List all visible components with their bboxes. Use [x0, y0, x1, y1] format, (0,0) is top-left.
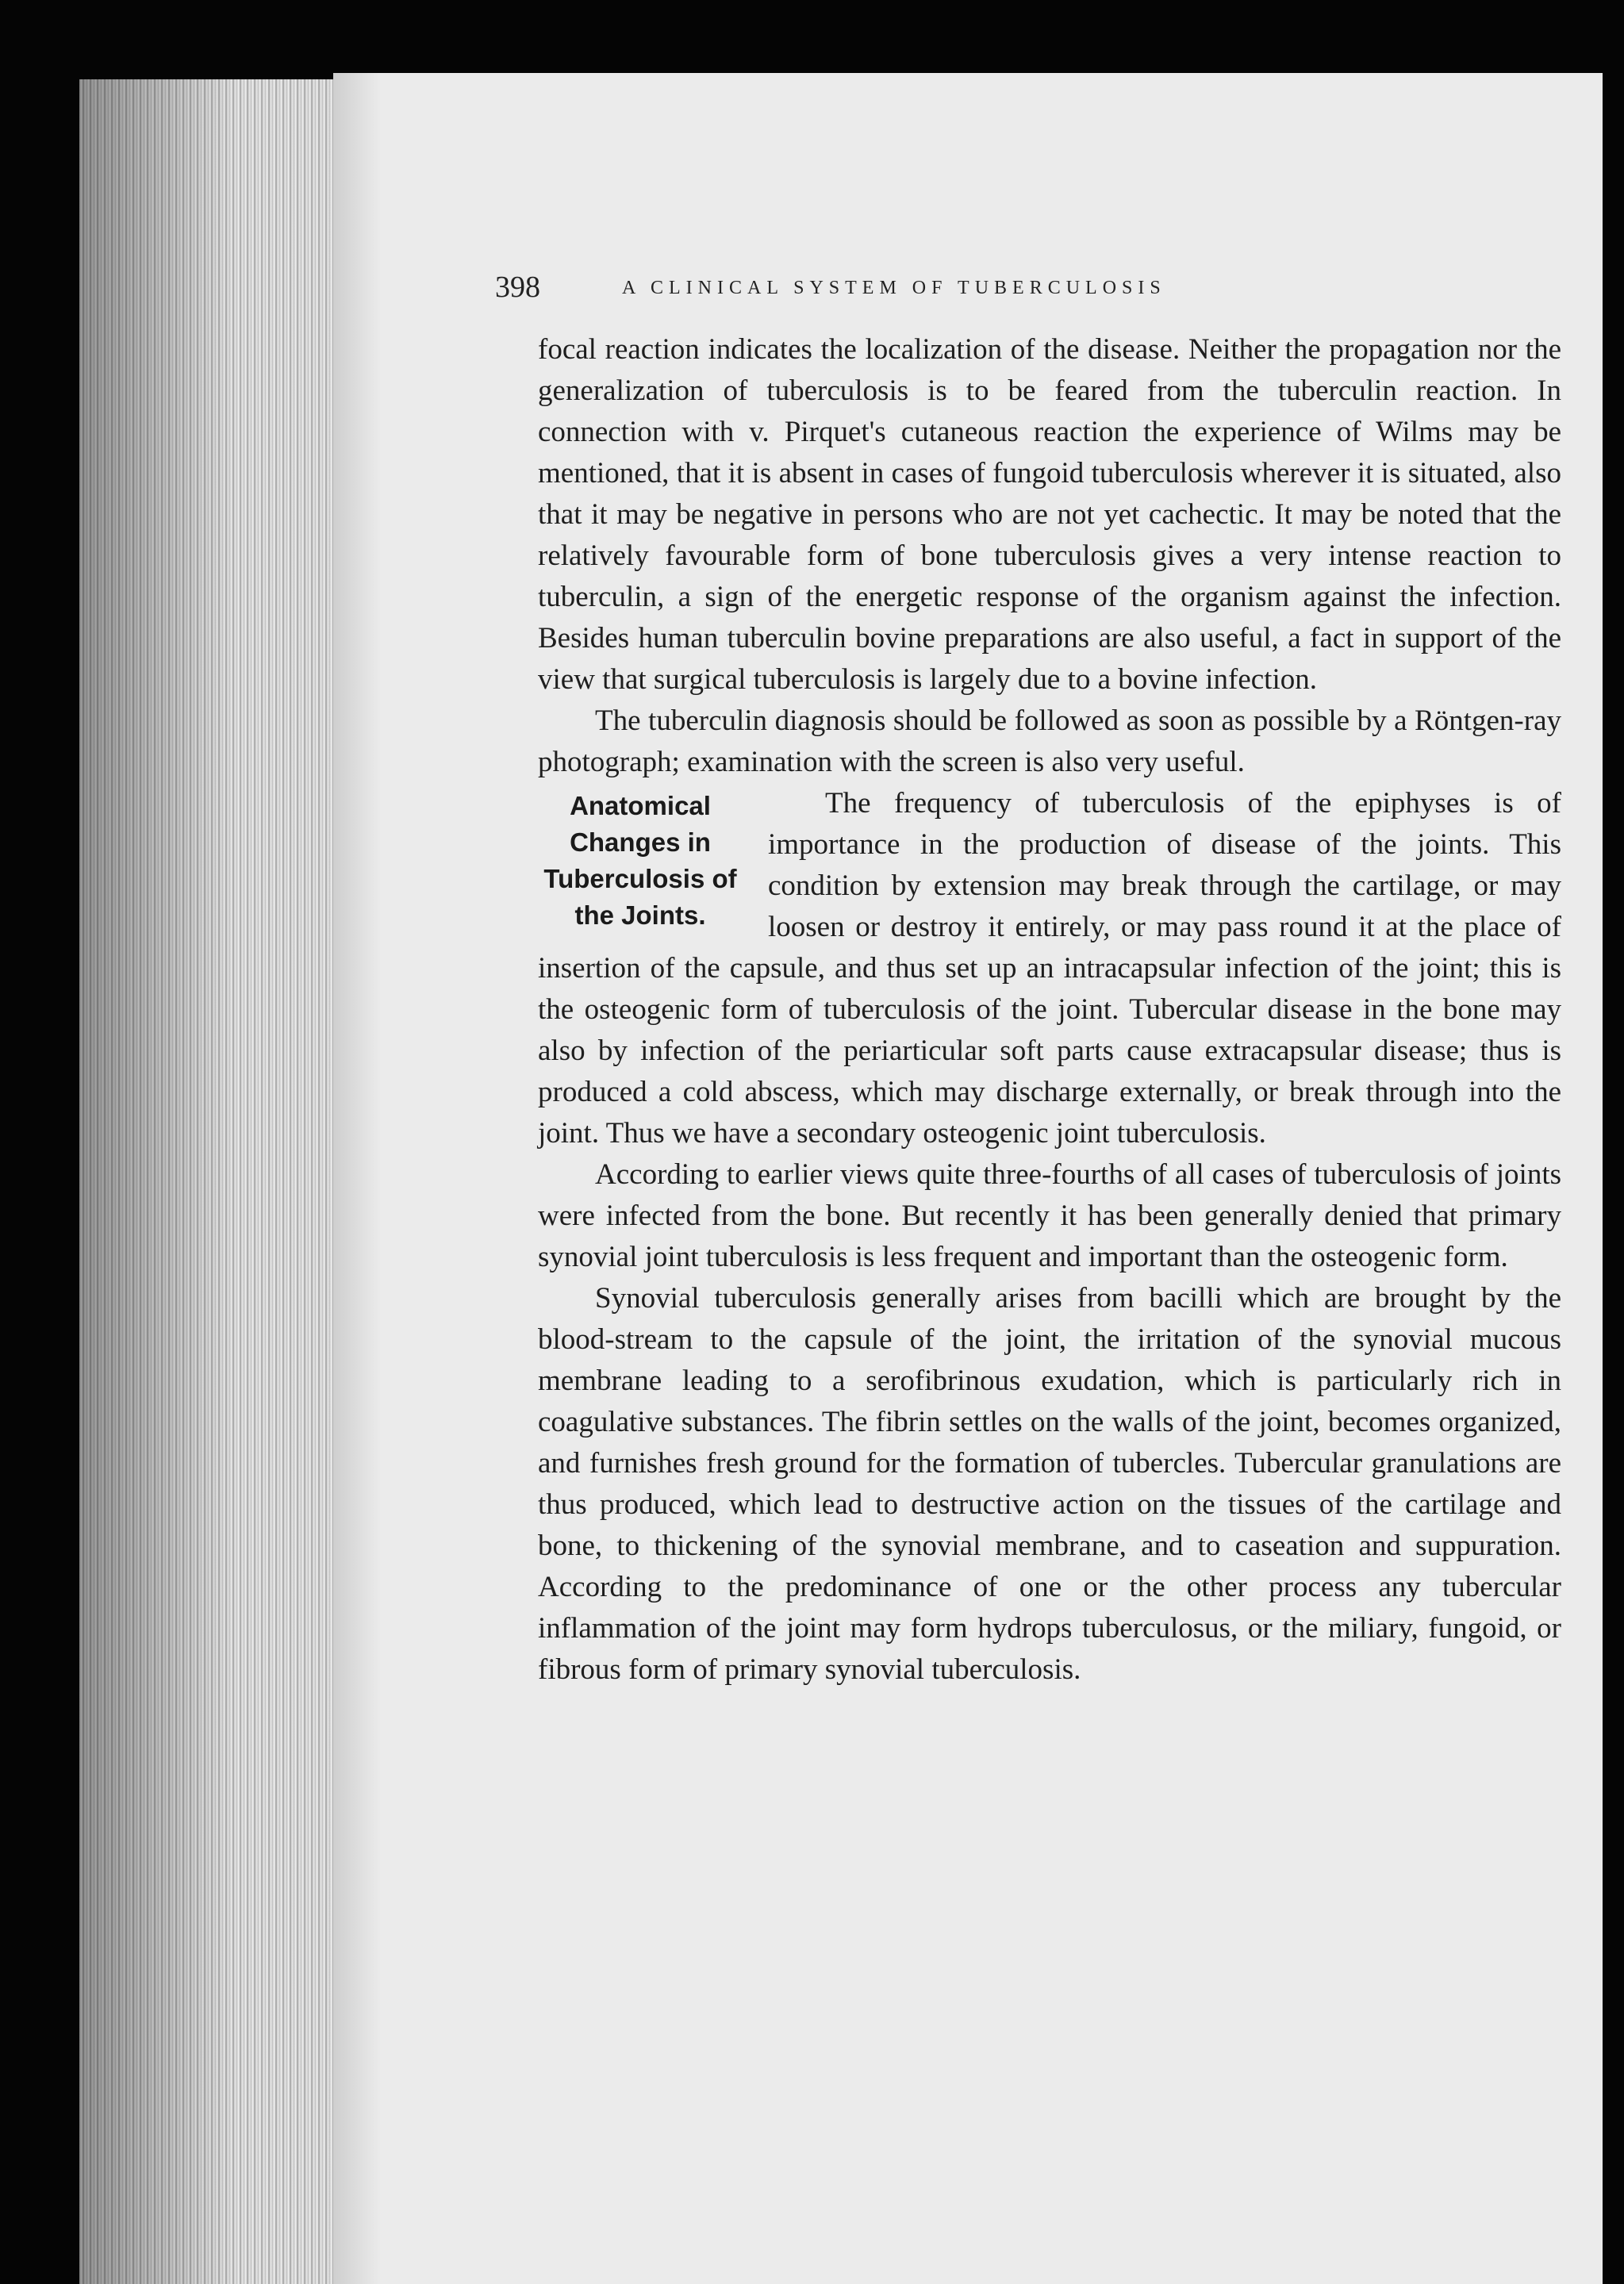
- sidenote-heading: Anatomical Changes in Tuberculosis of the Joints.: [543, 791, 737, 930]
- page-header: [495, 270, 1356, 309]
- page-number: 398: [495, 271, 540, 304]
- paragraph-1: focal reaction indicates the localization of the disease. Neither the propagation nor the generalization of tuberculosis is to be feared from the tuberculin reaction. In connection with v. Pirquet's cutaneous reaction the experience of Wilms may be mentioned, that it is absent in cases of fungoid tuberculosis wherever it is situated, also that it may be negative in persons who are not yet cachectic. It may be noted that the relatively favourable form of bone tuberculosis gives a very intense reaction to tuberculin, a sign of the energetic response of the organism against the infection. Besides human tuberculin bovine preparations are also useful, a fact in support of the view that surgical tuberculosis is largely due to a bovine infection.: [538, 333, 1561, 696]
- paragraph-4: According to earlier views quite three-fourths of all cases of tuberculosis of joints were infected from the bone. But recently it has been generally denied that primary synovial joint tuberculosis is less frequent and important than the osteogenic form.: [538, 1158, 1561, 1273]
- body-text: [538, 329, 1561, 1691]
- paragraph-3: The frequency of tuberculosis of the epiphyses is of importance in the production of disease of the joints. This condition by extension may break through the cartilage, or may loosen or destroy it entirely, or may pass round it at the place of insertion of the capsule, and thus set up an intracapsular infection of the joint; this is the osteogenic form of tuberculosis of the joint. Tubercular disease in the bone may also by infection of the periarticular soft parts cause extracapsular disease; thus is produced a cold abscess, which may discharge externally, or break through into the joint. Thus we have a secondary osteogenic joint tuberculosis.: [538, 787, 1561, 1150]
- paragraph-5: Synovial tuberculosis generally arises from bacilli which are brought by the blood-stream to the capsule of the joint, the irritation of the synovial mucous membrane leading to a serofibrinous exudation, which is particularly rich in coagulative substances. The fibrin settles on the walls of the joint, becomes organized, and furnishes fresh ground for the formation of tubercles. Tubercular granulations are thus produced, which lead to destructive action on the tissues of the cartilage and bone, to thickening of the synovial membrane, and to caseation and suppuration. According to the predominance of one or the other process any tubercular inflammation of the joint may form hydrops tuberculosus, or the miliary, fungoid, or fibrous form of primary synovial tuberculosis.: [538, 1282, 1561, 1686]
- paragraph-2: The tuberculin diagnosis should be followed as soon as possible by a Röntgen-ray photograph; examination with the screen is also very useful.: [538, 704, 1561, 778]
- book-page-edges: [79, 79, 341, 2284]
- running-head: A CLINICAL SYSTEM OF TUBERCULOSIS: [622, 278, 1166, 298]
